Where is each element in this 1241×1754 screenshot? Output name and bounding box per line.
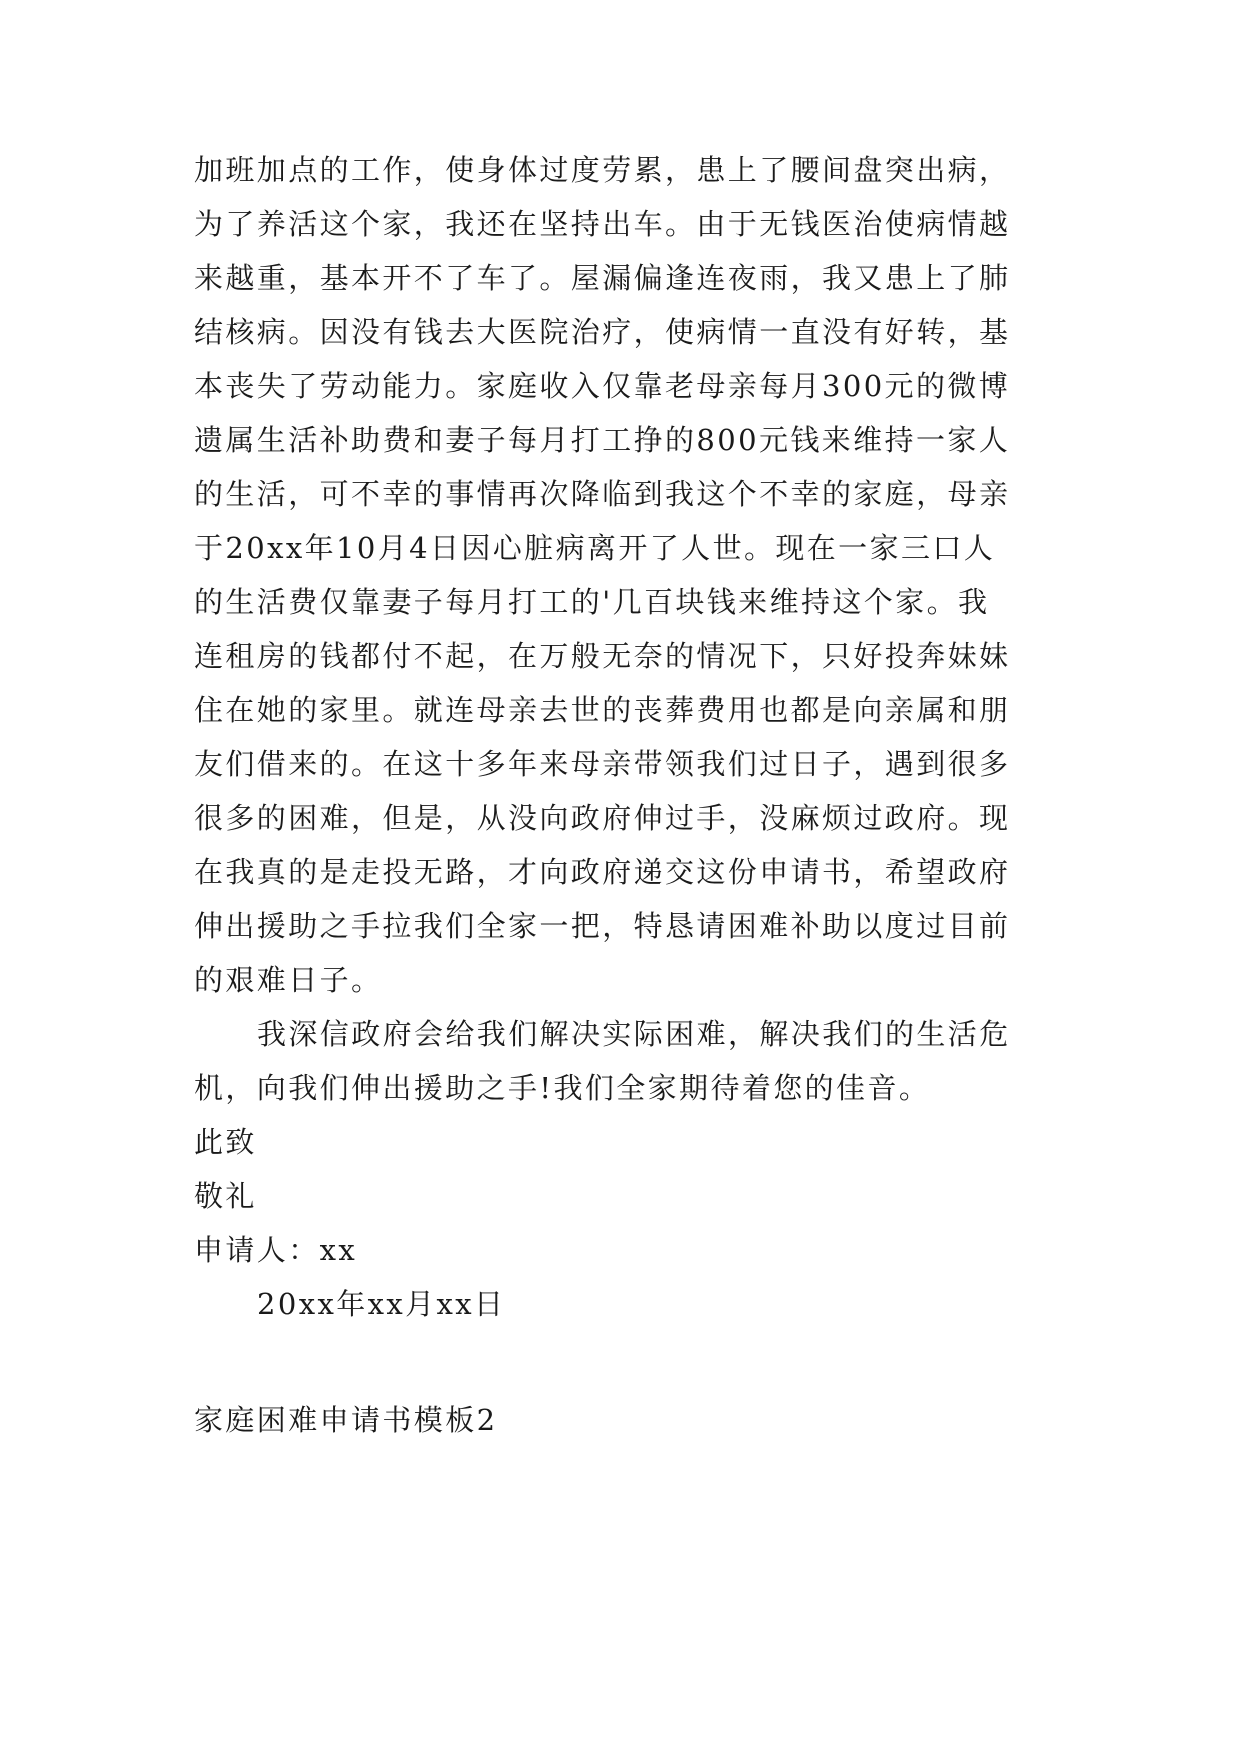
body-line-13: 很多的困难，但是，从没向政府伸过手，没麻烦过政府。现 bbox=[194, 801, 1011, 835]
salutation-line-1: 此致 bbox=[194, 1125, 257, 1159]
body-line-11: 住在她的家里。就连母亲去世的丧葬费用也都是向亲属和朋 bbox=[194, 693, 1011, 727]
body-line-5: 本丧失了劳动能力。家庭收入仅靠老母亲每月300元的微博 bbox=[194, 369, 1011, 403]
next-section-title: 家庭困难申请书模板2 bbox=[194, 1403, 498, 1437]
body-line-16: 的艰难日子。 bbox=[194, 963, 383, 997]
body-line-10: 连租房的钱都付不起，在万般无奈的情况下，只好投奔妹妹 bbox=[194, 639, 1011, 673]
salutation-line-2: 敬礼 bbox=[194, 1179, 257, 1213]
body-line-14: 在我真的是走投无路，才向政府递交这份申请书，希望政府 bbox=[194, 855, 1011, 889]
body-line-2: 为了养活这个家，我还在坚持出车。由于无钱医治使病情越 bbox=[194, 207, 1011, 241]
body-line-1: 加班加点的工作，使身体过度劳累，患上了腰间盘突出病， bbox=[194, 153, 1011, 187]
body-line-15: 伸出援助之手拉我们全家一把，特恳请困难补助以度过目前 bbox=[194, 909, 1011, 943]
para2-line-2: 机，向我们伸出援助之手!我们全家期待着您的佳音。 bbox=[194, 1071, 931, 1105]
body-line-8: 于20xx年10月4日因心脏病离开了人世。现在一家三口人 bbox=[194, 531, 996, 565]
body-line-9: 的生活费仅靠妻子每月打工的'几百块钱来维持这个家。我 bbox=[194, 585, 990, 619]
para2-line-1: 我深信政府会给我们解决实际困难，解决我们的生活危 bbox=[257, 1017, 1011, 1051]
body-line-3: 来越重，基本开不了车了。屋漏偏逢连夜雨，我又患上了肺 bbox=[194, 261, 1011, 295]
date-line: 20xx年xx月xx日 bbox=[257, 1287, 506, 1321]
body-line-12: 友们借来的。在这十多年来母亲带领我们过日子，遇到很多 bbox=[194, 747, 1011, 781]
body-line-6: 遗属生活补助费和妻子每月打工挣的800元钱来维持一家人 bbox=[194, 423, 1011, 457]
applicant-line: 申请人：xx bbox=[194, 1233, 358, 1267]
body-line-4: 结核病。因没有钱去大医院治疗，使病情一直没有好转，基 bbox=[194, 315, 1011, 349]
body-line-7: 的生活，可不幸的事情再次降临到我这个不幸的家庭，母亲 bbox=[194, 477, 1011, 511]
